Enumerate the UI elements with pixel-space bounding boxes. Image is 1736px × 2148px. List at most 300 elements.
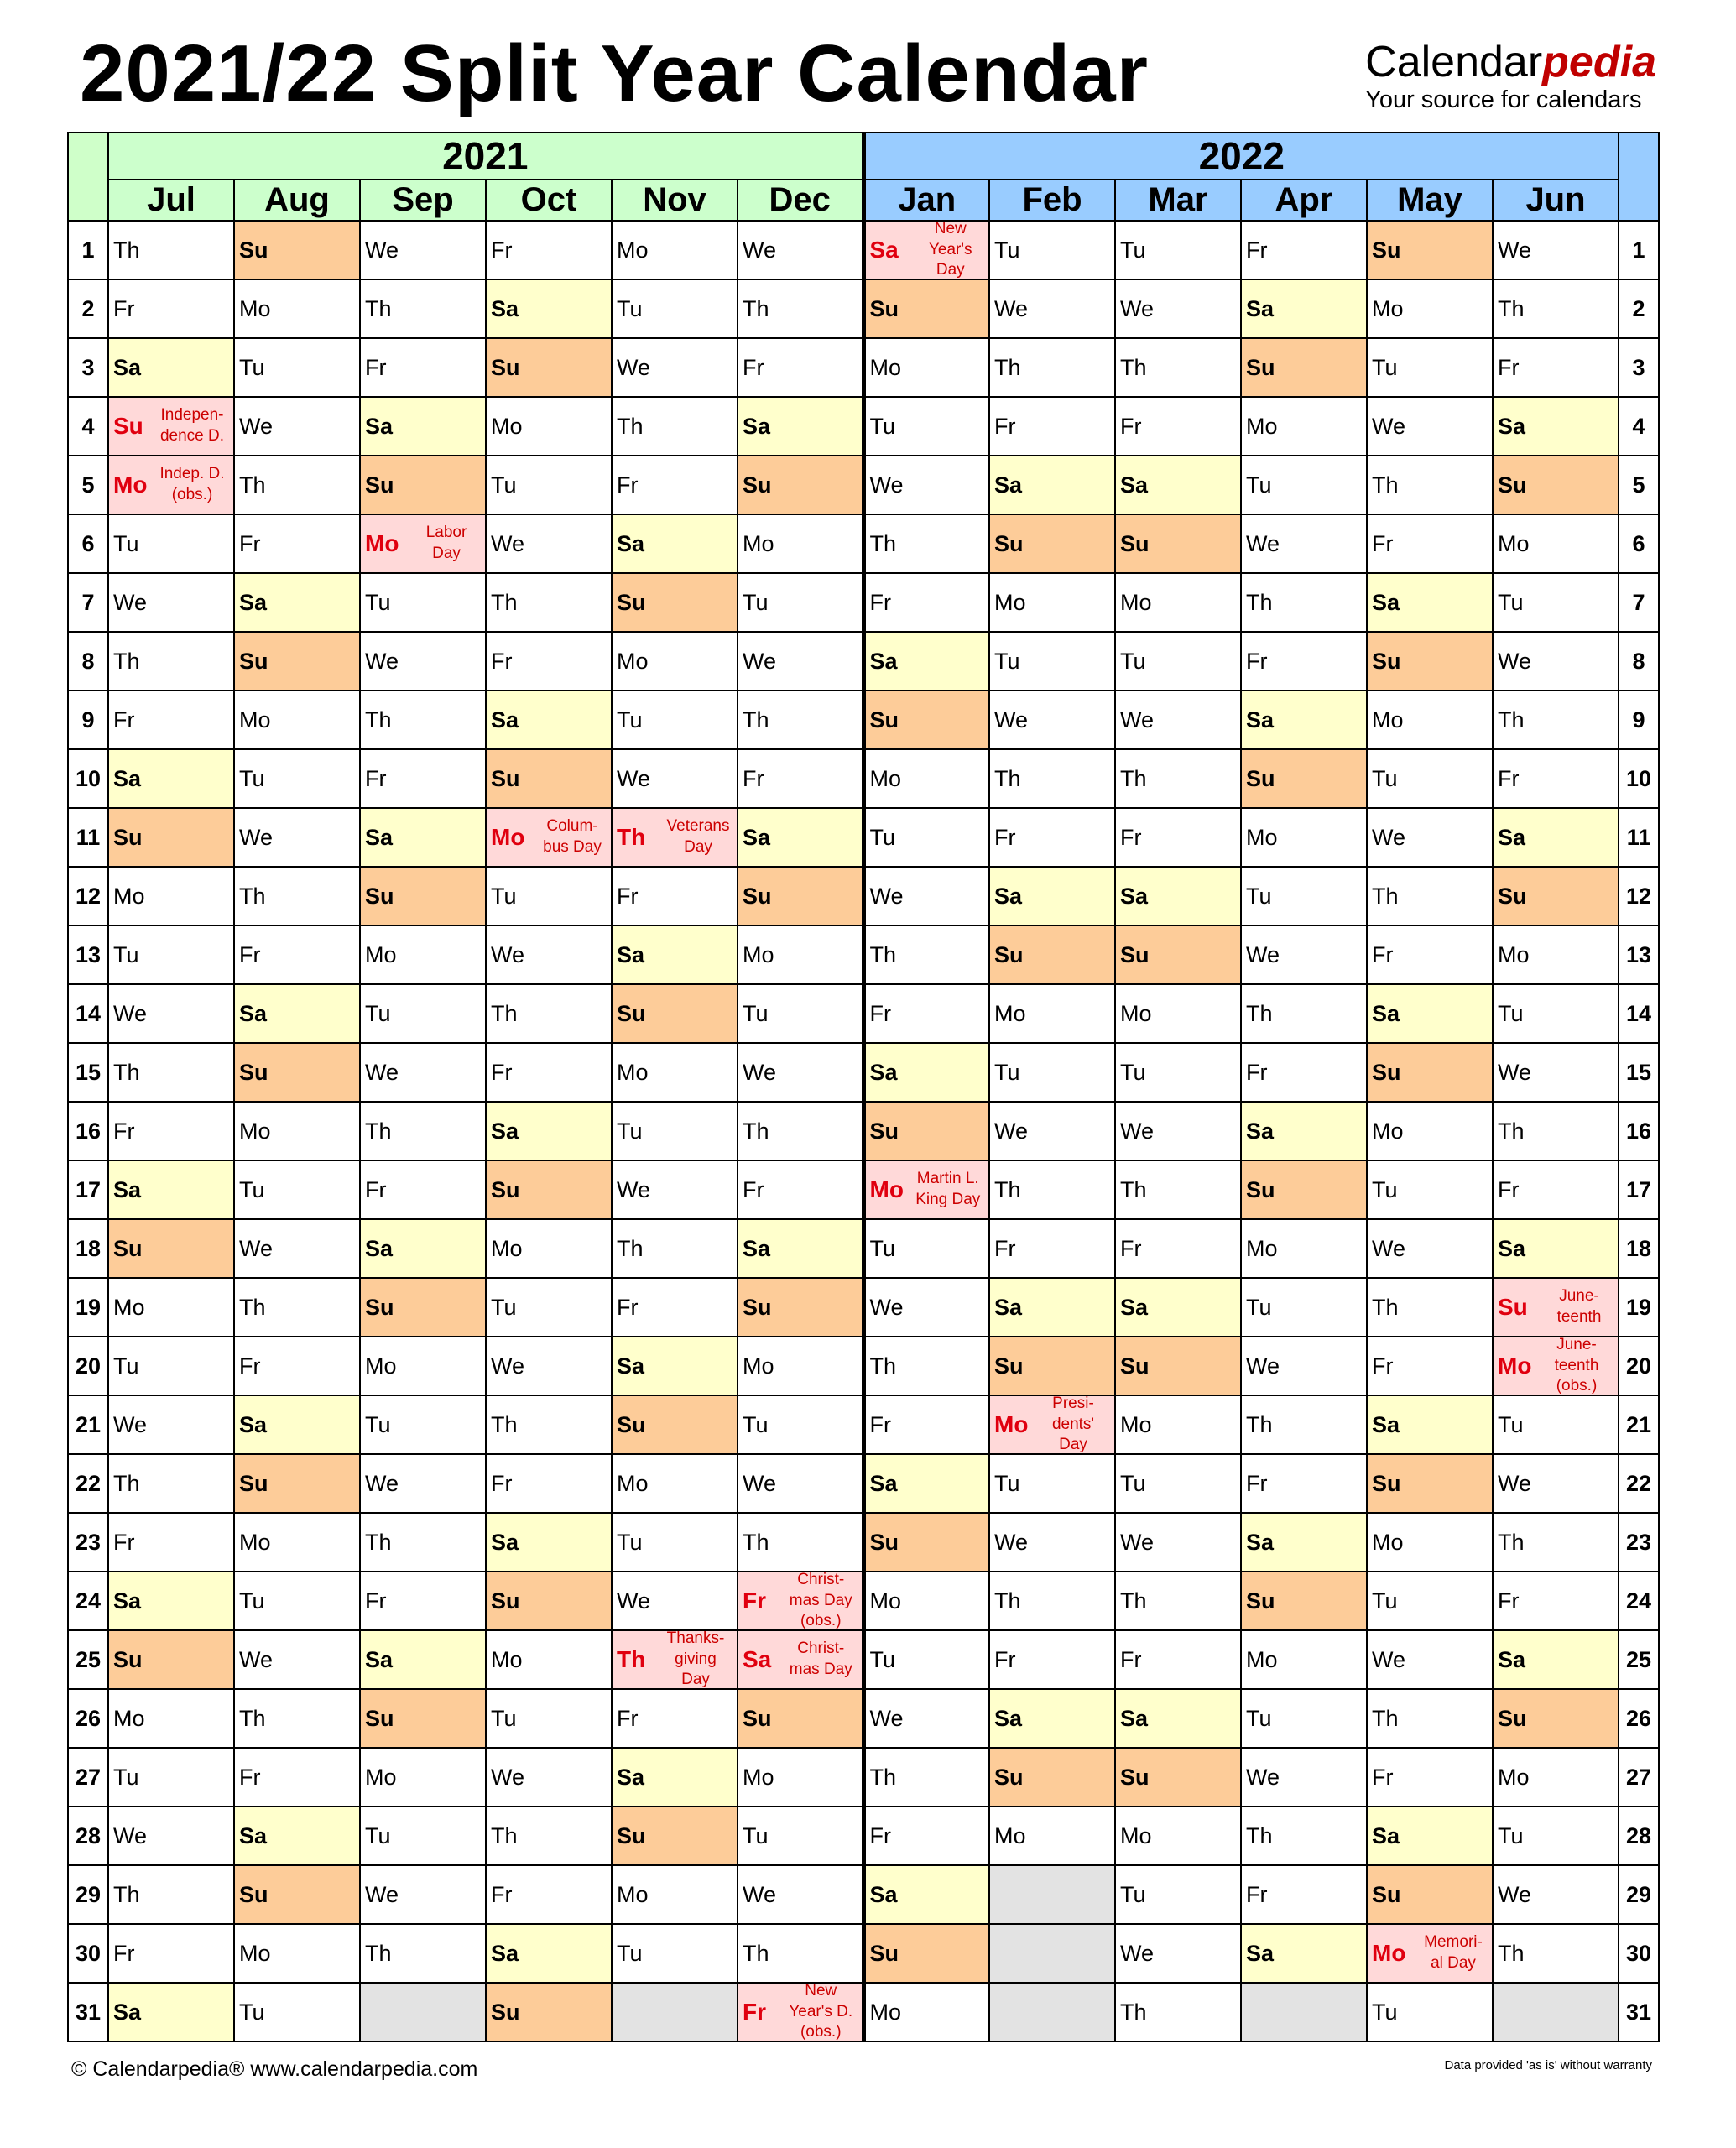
date-cell[interactable] [612, 984, 738, 1043]
date-cell[interactable] [1241, 338, 1367, 397]
date-cell[interactable] [1241, 397, 1367, 456]
date-cell[interactable] [234, 925, 360, 984]
date-cell[interactable] [863, 632, 989, 691]
date-cell[interactable] [108, 573, 234, 632]
date-cell[interactable] [863, 925, 989, 984]
date-cell[interactable] [486, 1219, 612, 1278]
date-cell[interactable] [486, 1689, 612, 1748]
date-cell[interactable] [738, 1454, 863, 1513]
date-cell[interactable] [1115, 573, 1241, 632]
date-cell[interactable] [1241, 573, 1367, 632]
date-cell[interactable] [989, 1572, 1115, 1630]
date-cell[interactable] [989, 221, 1115, 279]
date-cell[interactable] [1367, 808, 1493, 867]
date-cell[interactable] [738, 808, 863, 867]
date-cell[interactable] [234, 573, 360, 632]
date-cell[interactable] [738, 397, 863, 456]
date-cell[interactable] [108, 691, 234, 749]
date-cell[interactable] [612, 1513, 738, 1572]
date-cell[interactable] [1367, 1395, 1493, 1454]
date-cell[interactable] [1367, 221, 1493, 279]
date-cell[interactable] [612, 632, 738, 691]
date-cell[interactable] [863, 1513, 989, 1572]
date-cell[interactable] [486, 1865, 612, 1924]
date-cell[interactable] [738, 1160, 863, 1219]
date-cell[interactable] [1493, 1630, 1619, 1689]
date-cell[interactable] [1367, 1689, 1493, 1748]
date-cell[interactable] [108, 338, 234, 397]
date-cell[interactable] [486, 397, 612, 456]
date-cell[interactable] [360, 338, 486, 397]
date-cell[interactable] [863, 338, 989, 397]
date-cell[interactable] [360, 632, 486, 691]
date-cell[interactable] [612, 749, 738, 808]
date-cell[interactable] [738, 984, 863, 1043]
date-cell[interactable] [1367, 1572, 1493, 1630]
date-cell[interactable] [1493, 1102, 1619, 1160]
date-cell[interactable] [1115, 925, 1241, 984]
date-cell[interactable] [234, 1630, 360, 1689]
date-cell[interactable] [1241, 1924, 1367, 1983]
date-cell[interactable] [989, 1337, 1115, 1395]
date-cell[interactable] [612, 925, 738, 984]
date-cell[interactable] [1493, 749, 1619, 808]
date-cell[interactable] [989, 456, 1115, 514]
date-cell[interactable] [863, 1807, 989, 1865]
date-cell[interactable] [1241, 1160, 1367, 1219]
date-cell[interactable] [863, 1160, 989, 1219]
date-cell[interactable] [108, 749, 234, 808]
date-cell[interactable] [486, 338, 612, 397]
date-cell[interactable] [486, 1395, 612, 1454]
date-cell[interactable] [234, 514, 360, 573]
date-cell[interactable] [360, 1807, 486, 1865]
date-cell[interactable] [108, 279, 234, 338]
date-cell[interactable] [486, 279, 612, 338]
date-cell[interactable] [1241, 1454, 1367, 1513]
date-cell[interactable] [863, 749, 989, 808]
date-cell[interactable] [738, 867, 863, 925]
date-cell[interactable] [863, 221, 989, 279]
date-cell[interactable] [738, 1748, 863, 1807]
date-cell[interactable] [486, 632, 612, 691]
date-cell[interactable] [1115, 867, 1241, 925]
date-cell[interactable] [989, 279, 1115, 338]
date-cell[interactable] [234, 632, 360, 691]
date-cell[interactable] [360, 1572, 486, 1630]
date-cell[interactable] [1241, 925, 1367, 984]
date-cell[interactable] [989, 1102, 1115, 1160]
date-cell[interactable] [360, 514, 486, 573]
date-cell[interactable] [989, 1160, 1115, 1219]
date-cell[interactable] [989, 514, 1115, 573]
date-cell[interactable] [1241, 749, 1367, 808]
date-cell[interactable] [1367, 691, 1493, 749]
date-cell[interactable] [989, 1043, 1115, 1102]
date-cell[interactable] [863, 1865, 989, 1924]
date-cell[interactable] [1241, 279, 1367, 338]
date-cell[interactable] [1241, 1278, 1367, 1337]
date-cell[interactable] [1115, 221, 1241, 279]
date-cell[interactable] [1493, 1219, 1619, 1278]
date-cell[interactable] [989, 397, 1115, 456]
date-cell[interactable] [486, 1337, 612, 1395]
date-cell[interactable] [234, 221, 360, 279]
date-cell[interactable] [863, 1748, 989, 1807]
date-cell[interactable] [989, 1689, 1115, 1748]
date-cell[interactable] [108, 1219, 234, 1278]
date-cell[interactable] [863, 397, 989, 456]
date-cell[interactable] [1367, 573, 1493, 632]
date-cell[interactable] [1241, 1102, 1367, 1160]
date-cell[interactable] [612, 1395, 738, 1454]
date-cell[interactable] [989, 925, 1115, 984]
date-cell[interactable] [1241, 1689, 1367, 1748]
date-cell[interactable] [1493, 221, 1619, 279]
date-cell[interactable] [486, 984, 612, 1043]
date-cell[interactable] [989, 749, 1115, 808]
date-cell[interactable] [360, 1689, 486, 1748]
date-cell[interactable] [1493, 1043, 1619, 1102]
date-cell[interactable] [1241, 691, 1367, 749]
date-cell[interactable] [234, 338, 360, 397]
date-cell[interactable] [863, 1572, 989, 1630]
date-cell[interactable] [360, 573, 486, 632]
date-cell[interactable] [108, 1513, 234, 1572]
date-cell[interactable] [989, 1219, 1115, 1278]
date-cell[interactable] [234, 867, 360, 925]
date-cell[interactable] [612, 1572, 738, 1630]
date-cell[interactable] [1241, 867, 1367, 925]
date-cell[interactable] [612, 1337, 738, 1395]
date-cell[interactable] [360, 221, 486, 279]
date-cell[interactable] [738, 749, 863, 808]
date-cell[interactable] [360, 1395, 486, 1454]
date-cell[interactable] [1115, 1983, 1241, 2041]
date-cell[interactable] [863, 691, 989, 749]
date-cell[interactable] [612, 867, 738, 925]
date-cell[interactable] [738, 514, 863, 573]
date-cell[interactable] [863, 1102, 989, 1160]
date-cell[interactable] [1367, 1219, 1493, 1278]
date-cell[interactable] [738, 1513, 863, 1572]
date-cell[interactable] [486, 1924, 612, 1983]
date-cell[interactable] [108, 1689, 234, 1748]
date-cell[interactable] [738, 1630, 863, 1689]
date-cell[interactable] [234, 1572, 360, 1630]
date-cell[interactable] [1241, 1630, 1367, 1689]
date-cell[interactable] [1115, 691, 1241, 749]
date-cell[interactable] [1241, 1513, 1367, 1572]
date-cell[interactable] [486, 1454, 612, 1513]
date-cell[interactable] [1115, 1219, 1241, 1278]
date-cell[interactable] [108, 1337, 234, 1395]
date-cell[interactable] [989, 1630, 1115, 1689]
date-cell[interactable] [1367, 1748, 1493, 1807]
date-cell[interactable] [234, 1043, 360, 1102]
date-cell[interactable] [360, 867, 486, 925]
date-cell[interactable] [360, 1337, 486, 1395]
date-cell[interactable] [612, 691, 738, 749]
date-cell[interactable] [1115, 808, 1241, 867]
date-cell[interactable] [360, 1748, 486, 1807]
date-cell[interactable] [1241, 1043, 1367, 1102]
date-cell[interactable] [1115, 984, 1241, 1043]
date-cell[interactable] [1115, 1337, 1241, 1395]
date-cell[interactable] [1493, 1337, 1619, 1395]
date-cell[interactable] [1115, 1630, 1241, 1689]
date-cell[interactable] [612, 1278, 738, 1337]
date-cell[interactable] [360, 984, 486, 1043]
date-cell[interactable] [1493, 1395, 1619, 1454]
date-cell[interactable] [989, 573, 1115, 632]
date-cell[interactable] [360, 456, 486, 514]
date-cell[interactable] [863, 1395, 989, 1454]
date-cell[interactable] [1115, 514, 1241, 573]
date-cell[interactable] [989, 1748, 1115, 1807]
date-cell[interactable] [360, 1513, 486, 1572]
date-cell[interactable] [989, 632, 1115, 691]
date-cell[interactable] [1493, 456, 1619, 514]
date-cell[interactable] [360, 1043, 486, 1102]
date-cell[interactable] [1115, 1924, 1241, 1983]
date-cell[interactable] [1493, 867, 1619, 925]
date-cell[interactable] [1367, 1102, 1493, 1160]
date-cell[interactable] [486, 691, 612, 749]
date-cell[interactable] [108, 867, 234, 925]
date-cell[interactable] [1367, 1807, 1493, 1865]
date-cell[interactable] [486, 1043, 612, 1102]
date-cell[interactable] [738, 1807, 863, 1865]
date-cell[interactable] [989, 1278, 1115, 1337]
date-cell[interactable] [234, 749, 360, 808]
date-cell[interactable] [989, 1513, 1115, 1572]
date-cell[interactable] [234, 1102, 360, 1160]
date-cell[interactable] [486, 456, 612, 514]
date-cell[interactable] [738, 1572, 863, 1630]
date-cell[interactable] [738, 1689, 863, 1748]
date-cell[interactable] [486, 1572, 612, 1630]
date-cell[interactable] [108, 1160, 234, 1219]
date-cell[interactable] [738, 632, 863, 691]
date-cell[interactable] [738, 1278, 863, 1337]
date-cell[interactable] [234, 1219, 360, 1278]
date-cell[interactable] [989, 1454, 1115, 1513]
date-cell[interactable] [360, 1102, 486, 1160]
date-cell[interactable] [486, 221, 612, 279]
date-cell[interactable] [1493, 1807, 1619, 1865]
date-cell[interactable] [863, 1454, 989, 1513]
date-cell[interactable] [989, 984, 1115, 1043]
date-cell[interactable] [1493, 1454, 1619, 1513]
date-cell[interactable] [1241, 514, 1367, 573]
date-cell[interactable] [108, 1043, 234, 1102]
date-cell[interactable] [1493, 1160, 1619, 1219]
date-cell[interactable] [1241, 1219, 1367, 1278]
date-cell[interactable] [360, 1219, 486, 1278]
date-cell[interactable] [486, 1160, 612, 1219]
date-cell[interactable] [108, 925, 234, 984]
date-cell[interactable] [738, 1102, 863, 1160]
date-cell[interactable] [612, 338, 738, 397]
date-cell[interactable] [1367, 1337, 1493, 1395]
date-cell[interactable] [486, 514, 612, 573]
date-cell[interactable] [1115, 1102, 1241, 1160]
date-cell[interactable] [1115, 749, 1241, 808]
date-cell[interactable] [234, 1983, 360, 2041]
date-cell[interactable] [989, 1395, 1115, 1454]
date-cell[interactable] [234, 397, 360, 456]
date-cell[interactable] [738, 456, 863, 514]
date-cell[interactable] [738, 1043, 863, 1102]
date-cell[interactable] [1241, 456, 1367, 514]
date-cell[interactable] [989, 1807, 1115, 1865]
date-cell[interactable] [1115, 1043, 1241, 1102]
date-cell[interactable] [108, 1630, 234, 1689]
date-cell[interactable] [1115, 1395, 1241, 1454]
date-cell[interactable] [1367, 984, 1493, 1043]
date-cell[interactable] [108, 1865, 234, 1924]
date-cell[interactable] [234, 1689, 360, 1748]
date-cell[interactable] [108, 514, 234, 573]
date-cell[interactable] [612, 1160, 738, 1219]
date-cell[interactable] [863, 456, 989, 514]
date-cell[interactable] [108, 1572, 234, 1630]
date-cell[interactable] [360, 397, 486, 456]
date-cell[interactable] [1367, 1454, 1493, 1513]
date-cell[interactable] [360, 925, 486, 984]
date-cell[interactable] [612, 1924, 738, 1983]
date-cell[interactable] [360, 808, 486, 867]
date-cell[interactable] [1367, 397, 1493, 456]
date-cell[interactable] [360, 1865, 486, 1924]
date-cell[interactable] [1493, 1924, 1619, 1983]
date-cell[interactable] [863, 1689, 989, 1748]
date-cell[interactable] [234, 1160, 360, 1219]
date-cell[interactable] [738, 279, 863, 338]
date-cell[interactable] [863, 1630, 989, 1689]
date-cell[interactable] [1367, 279, 1493, 338]
date-cell[interactable] [1241, 1807, 1367, 1865]
date-cell[interactable] [738, 221, 863, 279]
date-cell[interactable] [1367, 1630, 1493, 1689]
date-cell[interactable] [486, 1513, 612, 1572]
date-cell[interactable] [108, 808, 234, 867]
date-cell[interactable] [234, 1454, 360, 1513]
date-cell[interactable] [863, 1219, 989, 1278]
date-cell[interactable] [1115, 1454, 1241, 1513]
date-cell[interactable] [108, 221, 234, 279]
date-cell[interactable] [1493, 691, 1619, 749]
date-cell[interactable] [1493, 1572, 1619, 1630]
date-cell[interactable] [863, 1983, 989, 2041]
date-cell[interactable] [1493, 1278, 1619, 1337]
date-cell[interactable] [1367, 514, 1493, 573]
date-cell[interactable] [234, 1865, 360, 1924]
date-cell[interactable] [1493, 1748, 1619, 1807]
date-cell[interactable] [1241, 808, 1367, 867]
date-cell[interactable] [1367, 456, 1493, 514]
date-cell[interactable] [1493, 514, 1619, 573]
date-cell[interactable] [612, 1865, 738, 1924]
date-cell[interactable] [1367, 1043, 1493, 1102]
date-cell[interactable] [612, 1219, 738, 1278]
date-cell[interactable] [1115, 1748, 1241, 1807]
date-cell[interactable] [989, 691, 1115, 749]
date-cell[interactable] [1367, 749, 1493, 808]
date-cell[interactable] [863, 1924, 989, 1983]
date-cell[interactable] [360, 749, 486, 808]
date-cell[interactable] [1241, 632, 1367, 691]
date-cell[interactable] [863, 1278, 989, 1337]
date-cell[interactable] [234, 984, 360, 1043]
date-cell[interactable] [738, 338, 863, 397]
date-cell[interactable] [1241, 1395, 1367, 1454]
date-cell[interactable] [1493, 1513, 1619, 1572]
date-cell[interactable] [612, 221, 738, 279]
date-cell[interactable] [108, 397, 234, 456]
date-cell[interactable] [612, 514, 738, 573]
date-cell[interactable] [486, 749, 612, 808]
date-cell[interactable] [1367, 867, 1493, 925]
date-cell[interactable] [108, 1454, 234, 1513]
date-cell[interactable] [612, 1102, 738, 1160]
date-cell[interactable] [1115, 1160, 1241, 1219]
date-cell[interactable] [360, 1278, 486, 1337]
date-cell[interactable] [108, 1807, 234, 1865]
brand-logo[interactable] [1365, 40, 1656, 114]
date-cell[interactable] [1367, 338, 1493, 397]
date-cell[interactable] [1115, 279, 1241, 338]
date-cell[interactable] [989, 808, 1115, 867]
date-cell[interactable] [612, 1043, 738, 1102]
date-cell[interactable] [108, 632, 234, 691]
date-cell[interactable] [234, 1337, 360, 1395]
date-cell[interactable] [863, 279, 989, 338]
date-cell[interactable] [1493, 397, 1619, 456]
date-cell[interactable] [486, 808, 612, 867]
date-cell[interactable] [1367, 1983, 1493, 2041]
date-cell[interactable] [486, 1807, 612, 1865]
date-cell[interactable] [863, 514, 989, 573]
date-cell[interactable] [738, 1337, 863, 1395]
date-cell[interactable] [738, 1983, 863, 2041]
date-cell[interactable] [360, 1630, 486, 1689]
date-cell[interactable] [1115, 456, 1241, 514]
date-cell[interactable] [738, 573, 863, 632]
date-cell[interactable] [234, 1748, 360, 1807]
date-cell[interactable] [1115, 1513, 1241, 1572]
date-cell[interactable] [1241, 1865, 1367, 1924]
date-cell[interactable] [738, 1865, 863, 1924]
date-cell[interactable] [612, 1454, 738, 1513]
date-cell[interactable] [1493, 808, 1619, 867]
date-cell[interactable] [1115, 1865, 1241, 1924]
date-cell[interactable] [1115, 1807, 1241, 1865]
date-cell[interactable] [1493, 1689, 1619, 1748]
date-cell[interactable] [1493, 984, 1619, 1043]
date-cell[interactable] [1493, 279, 1619, 338]
date-cell[interactable] [360, 1924, 486, 1983]
date-cell[interactable] [863, 1337, 989, 1395]
date-cell[interactable] [1367, 925, 1493, 984]
date-cell[interactable] [1241, 221, 1367, 279]
date-cell[interactable] [863, 867, 989, 925]
date-cell[interactable] [1115, 1689, 1241, 1748]
date-cell[interactable] [486, 1630, 612, 1689]
date-cell[interactable] [738, 1924, 863, 1983]
date-cell[interactable] [234, 1924, 360, 1983]
